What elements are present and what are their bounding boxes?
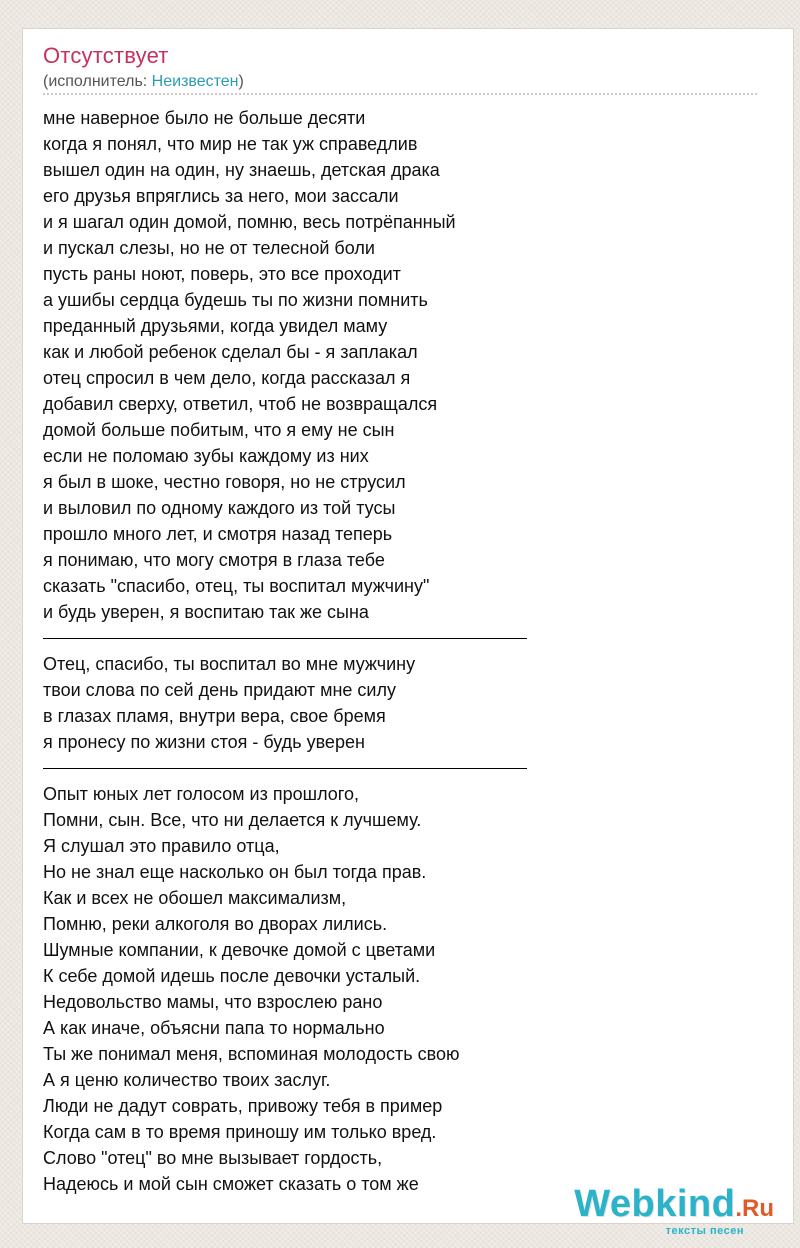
lyric-line: и будь уверен, я воспитаю так же сына bbox=[43, 602, 369, 622]
lyric-line: а ушибы сердца будешь ты по жизни помнить bbox=[43, 290, 428, 310]
lyric-line: Недовольство мамы, что взрослею рано bbox=[43, 992, 383, 1012]
lyrics-card bbox=[22, 28, 794, 1224]
lyric-line: домой больше побитым, что я ему не сын bbox=[43, 420, 395, 440]
lyric-line: в глазах пламя, внутри вера, свое бремя bbox=[43, 706, 386, 726]
lyric-line: Но не знал еще насколько он был тогда прав. bbox=[43, 862, 427, 882]
dotted-divider bbox=[43, 93, 757, 95]
lyric-line: Отец, спасибо, ты воспитал во мне мужчину bbox=[43, 654, 416, 674]
logo-tld: .Ru bbox=[735, 1195, 774, 1222]
logo-word: Webkind bbox=[574, 1183, 736, 1225]
lyric-line: прошло много лет, и смотря назад теперь bbox=[43, 524, 393, 544]
lyric-line: Люди не дадут соврать, привожу тебя в пример bbox=[43, 1096, 443, 1116]
lyric-line: А как иначе, объясни папа то нормально bbox=[43, 1018, 385, 1038]
lyric-line: сказать "спасибо, отец, ты воспитал мужчину" bbox=[43, 576, 430, 596]
lyric-line: К себе домой идешь после девочки усталый. bbox=[43, 966, 421, 986]
artist-line bbox=[43, 73, 244, 91]
lyric-line: я пронесу по жизни стоя - будь уверен bbox=[43, 732, 365, 752]
artist-prefix: (исполнитель: bbox=[43, 73, 152, 90]
artist-link[interactable]: Неизвестен bbox=[151, 73, 239, 90]
lyric-line: Шумные компании, к девочке домой с цветами bbox=[43, 940, 436, 960]
lyric-line: я был в шоке, честно говоря, но не струсил bbox=[43, 472, 406, 492]
lyric-line: Помни, сын. Все, что ни делается к лучшему. bbox=[43, 810, 422, 830]
lyric-line: его друзья впряглись за него, мои зассали bbox=[43, 186, 399, 206]
song-title: Отсутствует bbox=[43, 43, 169, 68]
lyric-line: и выловил по одному каждого из той тусы bbox=[43, 498, 396, 518]
lyric-line: мне наверное было не больше десяти bbox=[43, 108, 366, 128]
lyric-line: А я ценю количество твоих заслуг. bbox=[43, 1070, 331, 1090]
lyric-line: когда я понял, что мир не так уж справедлив bbox=[43, 134, 418, 154]
lyric-line: Слово "отец" во мне вызывает гордость, bbox=[43, 1148, 383, 1168]
artist-suffix: ) bbox=[238, 73, 244, 90]
verse-separator bbox=[43, 638, 527, 639]
lyric-line: преданный друзьями, когда увидел маму bbox=[43, 316, 388, 336]
lyric-line: как и любой ребенок сделал бы - я заплакал bbox=[43, 342, 418, 362]
verse-separator bbox=[43, 768, 527, 769]
lyric-line: Помню, реки алкоголя во дворах лились. bbox=[43, 914, 388, 934]
lyric-line: и я шагал один домой, помню, весь потрёпанный bbox=[43, 212, 456, 232]
lyric-line: я понимаю, что могу смотря в глаза тебе bbox=[43, 550, 385, 570]
lyric-line: и пускал слезы, но не от телесной боли bbox=[43, 238, 375, 258]
site-logo[interactable] bbox=[574, 1183, 774, 1237]
lyric-line: пусть раны ноют, поверь, это все проходит bbox=[43, 264, 401, 284]
lyric-line: вышел один на один, ну знаешь, детская драка bbox=[43, 160, 440, 180]
lyrics-body bbox=[43, 105, 763, 1197]
lyric-line: Когда сам в то время приношу им только вред. bbox=[43, 1122, 437, 1142]
lyric-line: Как и всех не обошел максимализм, bbox=[43, 888, 347, 908]
logo-tagline: тексты песен bbox=[665, 1225, 744, 1237]
lyric-line: Я слушал это правило отца, bbox=[43, 836, 280, 856]
lyric-line: Опыт юных лет голосом из прошлого, bbox=[43, 784, 359, 804]
lyric-line: Надеюсь и мой сын сможет сказать о том же bbox=[43, 1174, 419, 1194]
lyric-line: отец спросил в чем дело, когда рассказал я bbox=[43, 368, 411, 388]
lyric-line: твои слова по сей день придают мне силу bbox=[43, 680, 396, 700]
lyric-line: Ты же понимал меня, вспоминая молодость свою bbox=[43, 1044, 460, 1064]
lyric-line: добавил сверху, ответил, чтоб не возвращался bbox=[43, 394, 438, 414]
lyric-line: если не поломаю зубы каждому из них bbox=[43, 446, 369, 466]
